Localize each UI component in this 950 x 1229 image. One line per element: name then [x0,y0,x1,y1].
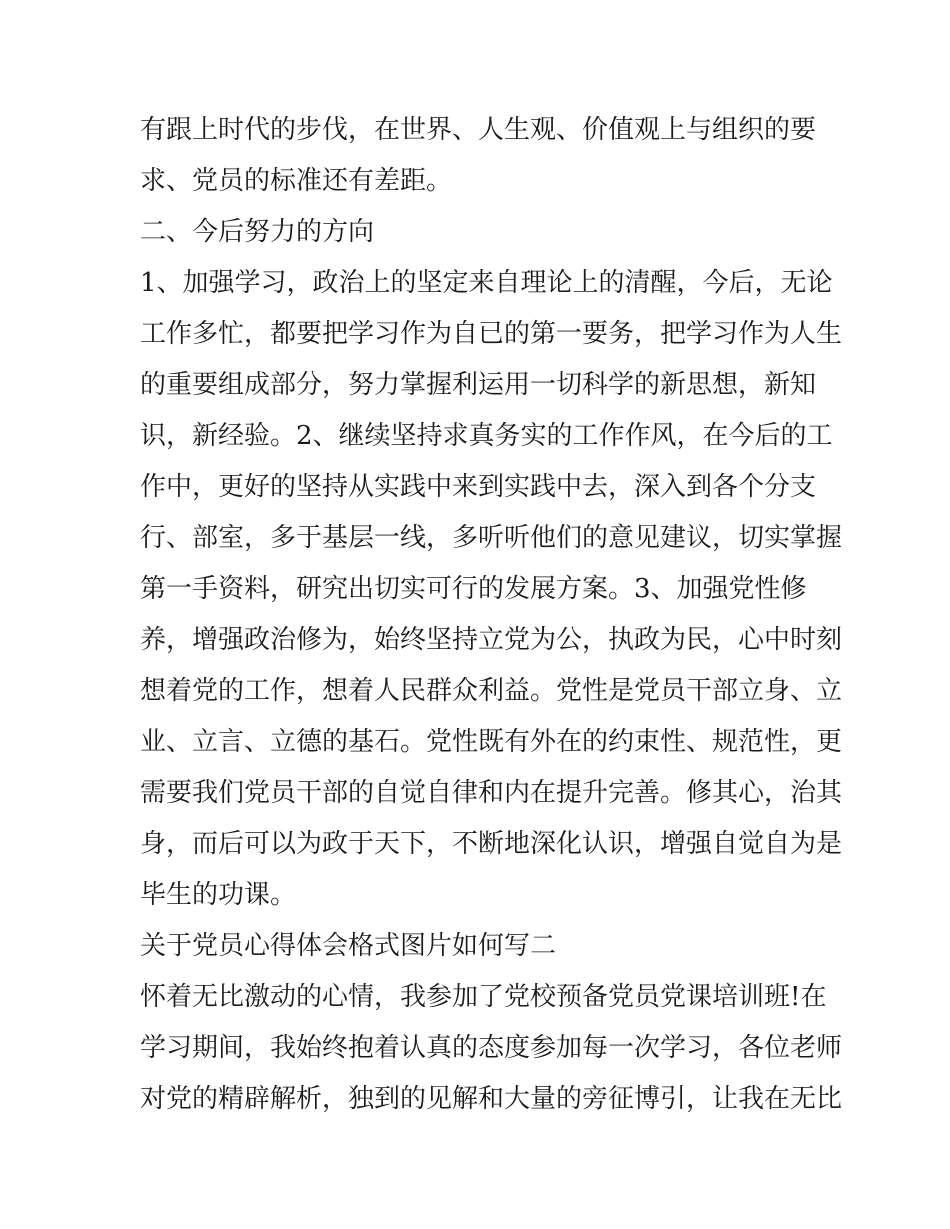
text-line: 作中，更好的坚持从实践中来到实践中去，深入到各个分支 [140,472,817,502]
text-line: 的重要组成部分，努力掌握利运用一切科学的新思想，新知 [140,370,817,400]
text-line: 身，而后可以为政于天下，不断地深化认识，增强自觉自为是 [140,829,843,859]
text-line: 学习期间，我始终抱着认真的态度参加每一次学习，各位老师 [140,1033,843,1063]
text-line: 怀着无比激动的心情，我参加了党校预备党员党课培训班!在 [140,982,827,1012]
text-line: 工作多忙，都要把学习作为自已的第一要务，把学习作为人生 [140,319,843,349]
text-line: 识，新经验。2、继续坚持求真务实的工作作风，在今后的工 [140,421,833,451]
text-line: 对党的精辟解析，独到的见解和大量的旁征博引，让我在无比 [140,1084,843,1114]
text-line: 想着党的工作，想着人民群众利益。党性是党员干部立身、立 [140,676,843,706]
text-line: 求、党员的标准还有差距。 [140,166,453,196]
section-heading: 二、今后努力的方向 [140,217,375,247]
text-line: 行、部室，多于基层一线，多听听他们的意见建议，切实掌握 [140,523,843,553]
article-title: 关于党员心得体会格式图片如何写二 [140,931,557,961]
document-body [140,105,843,1125]
text-line: 业、立言、立德的基石。党性既有外在的约束性、规范性，更 [140,727,843,757]
text-line: 有跟上时代的步伐，在世界、人生观、价值观上与组织的要 [140,115,817,145]
text-line: 毕生的功课。 [140,880,297,910]
text-line: 第一手资料，研究出切实可行的发展方案。3、加强党性修 [140,574,807,604]
text-line: 需要我们党员干部的自觉自律和内在提升完善。修其心，治其 [140,778,843,808]
text-line: 养，增强政治修为，始终坚持立党为公，执政为民，心中时刻 [140,625,843,655]
text-line: 1、加强学习，政治上的坚定来自理论上的清醒，今后，无论 [140,268,833,298]
